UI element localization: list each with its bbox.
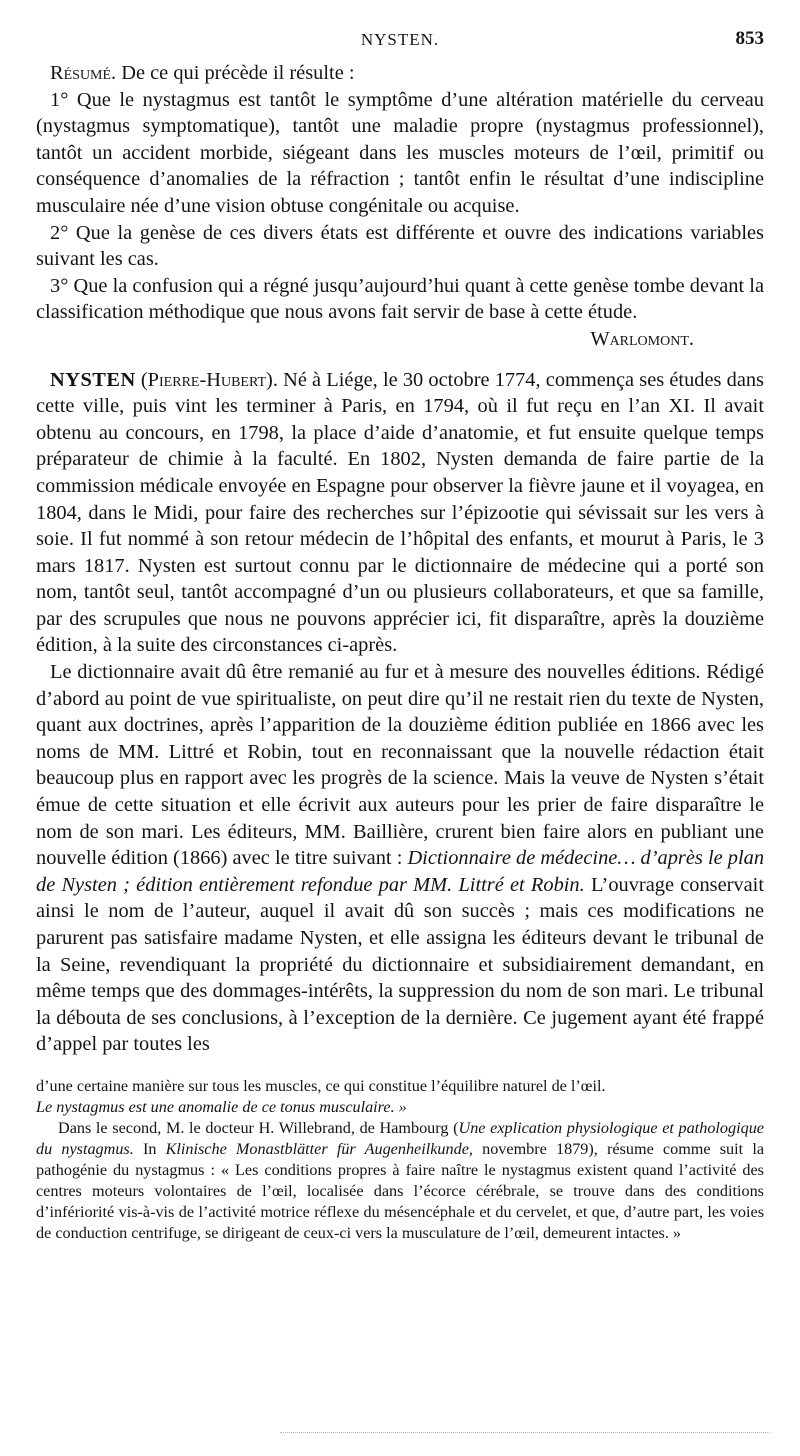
- page: [36, 26, 764, 1244]
- nysten-entry: [36, 367, 764, 1058]
- main-text: [36, 60, 764, 1058]
- entry-paragraph-2-end: L’ouvrage conservait ainsi le nom de l’auteur, auquel il avait dû son succès ; mais ces modifications ne parurent pas satisfaire madame Nysten, et elle assigna les éditeurs devant le tribunal de la Seine, revendiquant la propriété du dictionnaire et subsidiairement demandant, en même temps que des dommages-intérêts, la suppression du nom de son mari. Le tribunal la débouta de ses conclusions, à l’exception de la dernière. Ce jugement ayant été frappé d’appel par toutes les: [36, 873, 764, 1056]
- entry-paragraph-1: [36, 367, 764, 660]
- footnotes: [36, 1076, 764, 1244]
- resume-point-2: 2° Que la genèse de ces divers états est différente et ouvre des indications variables suivant les cas.: [36, 221, 764, 271]
- footnote-paragraph: [36, 1118, 764, 1244]
- running-title: NYSTEN.: [360, 30, 440, 49]
- footnote-line-2-text: Le nystagmus est une anomalie de ce tonus musculaire. »: [36, 1097, 407, 1116]
- entry-headword: NYSTEN: [50, 368, 136, 391]
- footnote-title-1: Une explication physiologique et pathologique du nystagmus.: [36, 1118, 764, 1158]
- resume-intro: [36, 60, 764, 87]
- resume-intro-text: De ce qui précède il résulte :: [116, 62, 355, 84]
- footnote-line-1: d’une certaine manière sur tous les muscles, ce qui constitue l’équilibre naturel de l’œil.: [36, 1076, 606, 1095]
- resume-label: Résumé.: [50, 62, 117, 84]
- footnote-title-2: Klinische Monastblätter für Augenheilkunde,: [165, 1139, 473, 1158]
- resume-point-3: [36, 273, 764, 350]
- entry-name: (Pierre-Hubert).: [135, 368, 278, 391]
- author-signature: Warlomont.: [590, 327, 694, 350]
- page-number: 853: [735, 28, 764, 49]
- footnote-para-mid: In: [133, 1139, 166, 1158]
- entry-paragraph-1-text: Né à Liége, le 30 octobre 1774, commença ses études dans cette ville, puis vint les terminer à Paris, en 1794, où il fut reçu en l’an XI. Il avait obtenu au concours, en 1798, la place d’aide d’anatomie, et fut ensuite quelque temps préparateur de chimie à la faculté. En 1802, Nysten demanda de faire partie de la commission médicale envoyée en Espagne pour observer la fièvre jaune et il voyagea, en 1804, dans le Midi, pour faire des recherches sur l’épizootie qui sévissait sur les vers à soie. Il fut nommé à son retour médecin de l’hôpital des enfants, et mourut à Paris, le 3 mars 1817. Nysten est surtout connu par le dictionnaire de médecine qui a porté son nom, tantôt seul, tantôt accompagné d’un ou plusieurs collaborateurs, et que sa famille, par des scrupules que nous ne pouvons apprécier ici, fit disparaître, après la douzième édition, à la suite des circonstances ci-après.: [36, 368, 764, 657]
- dictionary-title: Dictionnaire de médecine… d’après le plan de Nysten ; édition entièrement refondue par MM. Littré et Robin.: [36, 847, 765, 896]
- entry-paragraph-2-start: Le dictionnaire avait dû être remanié au fur et à mesure des nouvelles éditions. Rédigé d’abord au point de vue spiritualiste, on peut dire qu’il ne restait rien du texte de Nysten, quant aux doctrines, après l’apparition de la douzième édition publiée en 1866 avec les noms de MM. Littré et Robin, tout en reconnaissant que la nouvelle rédaction était beaucoup plus en rapport avec les progrès de la science. Mais la veuve de Nysten s’était émue de cette situation et elle écrivit aux auteurs pour les prier de faire disparaître le nom de son mari. Les éditeurs, MM. Baillière, crurent bien faire alors en publiant une nouvelle édition (1866) avec le titre suivant :: [36, 661, 764, 870]
- footnote-para-end: novembre 1879), résume comme suit la pathogénie du nystagmus : « Les conditions propres à faire naître le nystagmus existent quand l’activité des centres moteurs volontaires de l’œil, localisée dans l’écorce cérébrale, se trouve dans des conditions d’infériorité vis-à-vis de l’activité motrice réflexe du mésencéphale et du cervelet, et que, d’autre part, les voies de conduction centrifuge, se dirigeant de ceux-ci vers la musculature de l’œil, demeurent intactes. »: [36, 1139, 764, 1242]
- resume-point-1: 1° Que le nystagmus est tantôt le symptôme d’une altération matérielle du cerveau (nystagmus symptomatique), tantôt une maladie propre (nystagmus professionnel), tantôt un accident morbide, siégeant dans les muscles moteurs de l’œil, primitif ou conséquence d’anomalies de la réfraction ; tantôt enfin le résultat d’une indiscipline musculaire née d’une vision obtuse congénitale ou acquise.: [36, 88, 764, 217]
- scan-artifact-line: [280, 1432, 770, 1433]
- entry-paragraph-2: [36, 659, 764, 1058]
- footnote-line-2: [36, 1097, 764, 1118]
- resume-point-3-text: 3° Que la confusion qui a régné jusqu’aujourd’hui quant à cette genèse tombe devant la classification méthodique que nous avons fait servir de base à cette étude.: [36, 274, 764, 324]
- footnote-para-start: Dans le second, M. le docteur H. Willebrand, de Hambourg (: [58, 1118, 459, 1137]
- page-header: [36, 26, 764, 60]
